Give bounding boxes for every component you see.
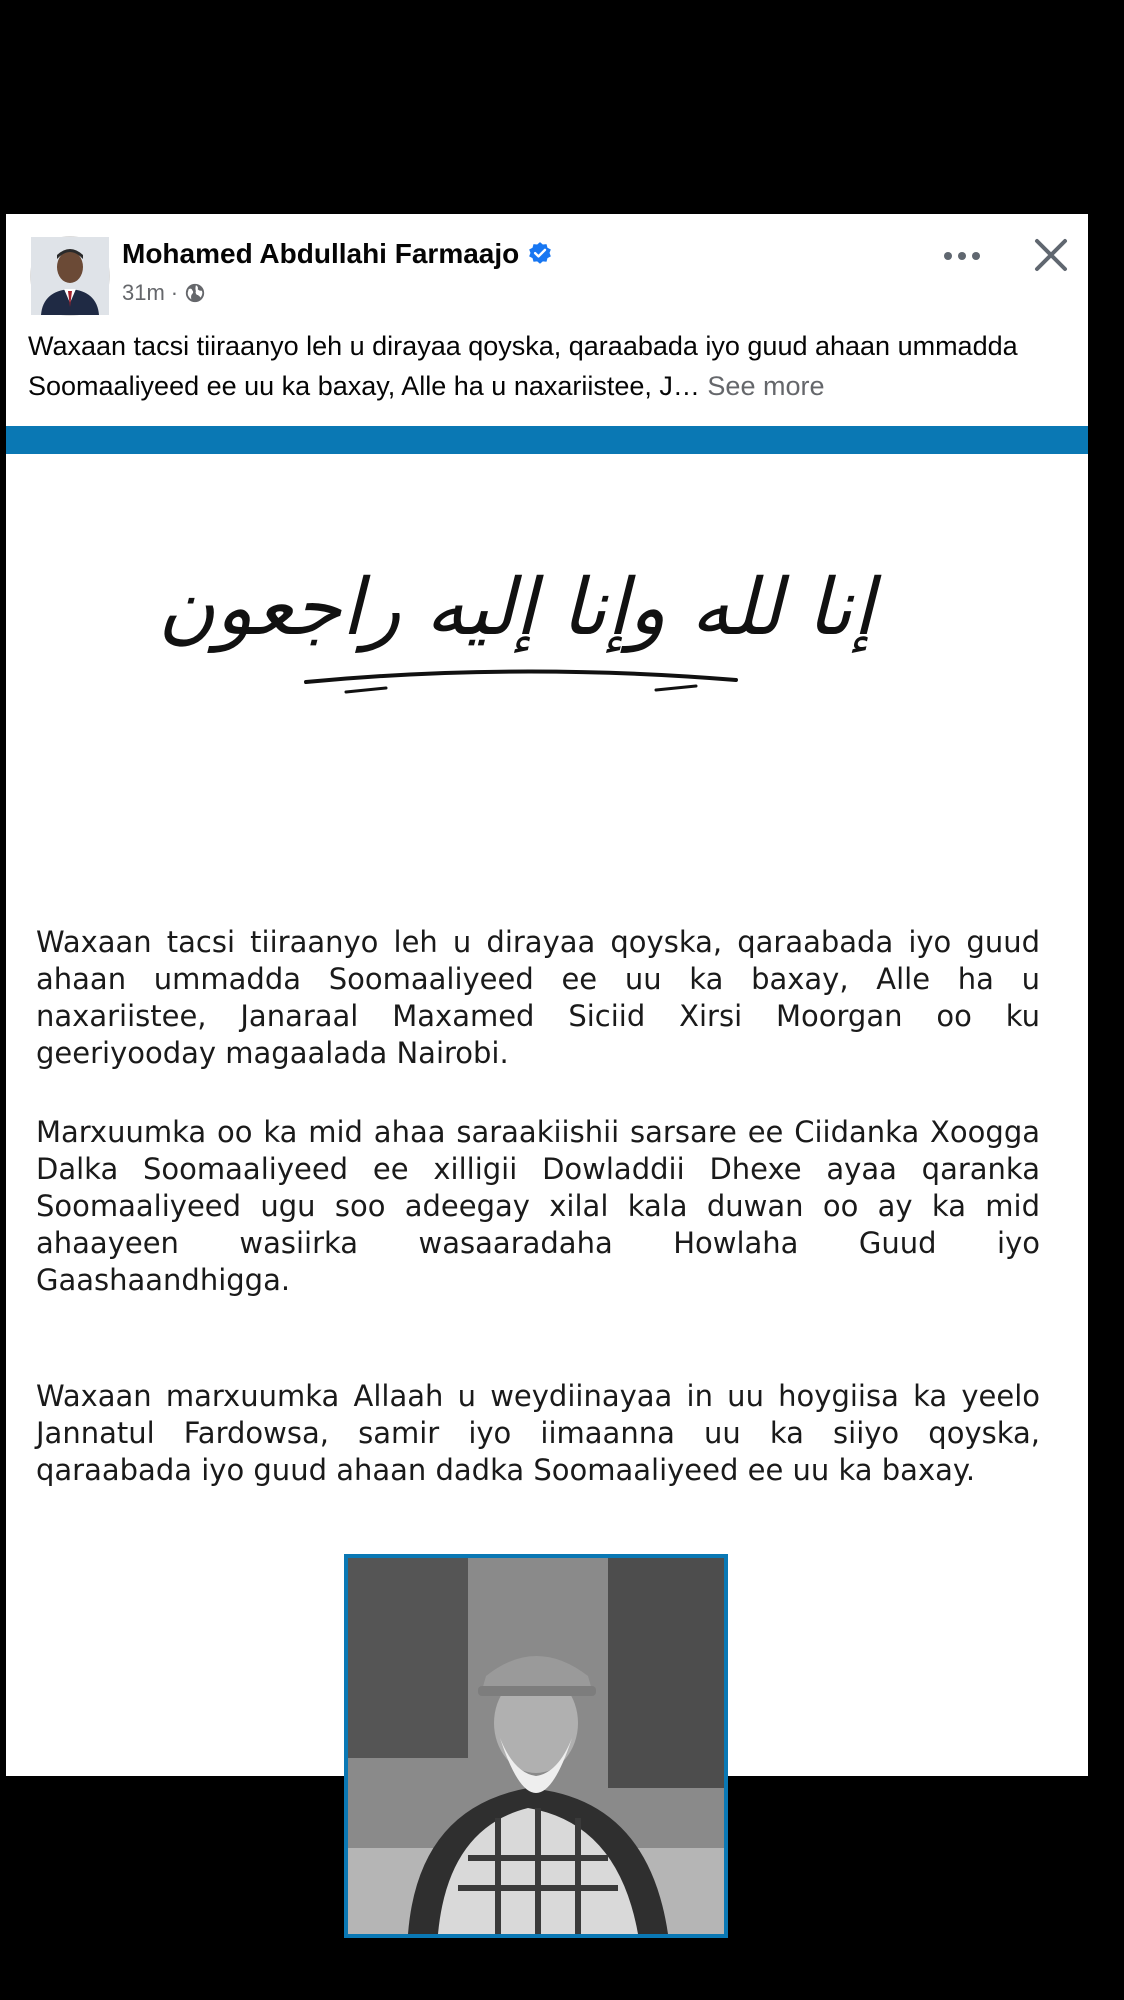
calligraphy-text: إنا لله وإنا إليه راجعون	[157, 563, 875, 653]
close-icon	[1034, 238, 1068, 272]
more-options-button[interactable]	[934, 236, 990, 276]
close-button[interactable]	[1026, 230, 1076, 280]
portrait-illustration	[348, 1558, 724, 1934]
verified-badge-icon	[527, 241, 553, 267]
avatar[interactable]	[30, 236, 110, 316]
globe-icon[interactable]	[184, 282, 206, 304]
author-name[interactable]	[122, 234, 553, 274]
condolence-paragraph-2: Marxuumka oo ka mid ahaa saraakiishii sarsare ee Ciidanka Xoogga Dalka Soomaaliyeed ee xilligii Dowladdii Dhexe ayaa qaranka Soomaaliyeed ugu soo adeegay xilal kala duwan oo ay ka mid ahaayeen wasiirka wasaaradaha Howlaha Guud iyo Gaashaandhigga.	[36, 1115, 1040, 1297]
see-more-link[interactable]: See more	[707, 371, 825, 401]
accent-bar	[6, 426, 1088, 454]
condolence-image[interactable]	[6, 454, 1088, 1776]
post-time[interactable]: 31m	[122, 280, 165, 305]
post-caption	[28, 326, 1078, 406]
post-card	[6, 214, 1088, 1776]
post-header	[6, 214, 1088, 401]
portrait-photo	[344, 1554, 728, 1938]
meta-separator: ·	[170, 280, 179, 305]
post-meta	[122, 278, 206, 308]
condolence-paragraph-3: Waxaan marxuumka Allaah u weydiinayaa in uu hoygiisa ka yeelo Jannatul Fardowsa, samir iyo iimaanna uu ka siiyo qoyska, qaraabada iyo guud ahaan dadka Soomaaliyeed ee uu ka baxay.	[36, 1379, 1040, 1487]
post-caption-text: Waxaan tacsi tiiraanyo leh u dirayaa qoyska, qaraabada iyo guud ahaan ummadda Soomaaliyeed ee uu ka baxay, Alle ha u naxariistee, J…	[28, 331, 1018, 401]
more-options-icon	[942, 251, 982, 261]
avatar-portrait-icon	[31, 237, 109, 315]
condolence-paragraph-1: Waxaan tacsi tiiraanyo leh u dirayaa qoyska, qaraabada iyo guud ahaan ummadda Soomaaliyeed ee uu ka baxay, Alle ha u naxariistee, Janaraal Maxamed Siciid Xirsi Moorgan oo ku geeriyooday magaalada Nairobi.	[36, 925, 1040, 1070]
author-name-text[interactable]: Mohamed Abdullahi Farmaajo	[122, 238, 520, 269]
calligraphy-art	[157, 504, 875, 704]
arabic-calligraphy	[157, 504, 875, 704]
